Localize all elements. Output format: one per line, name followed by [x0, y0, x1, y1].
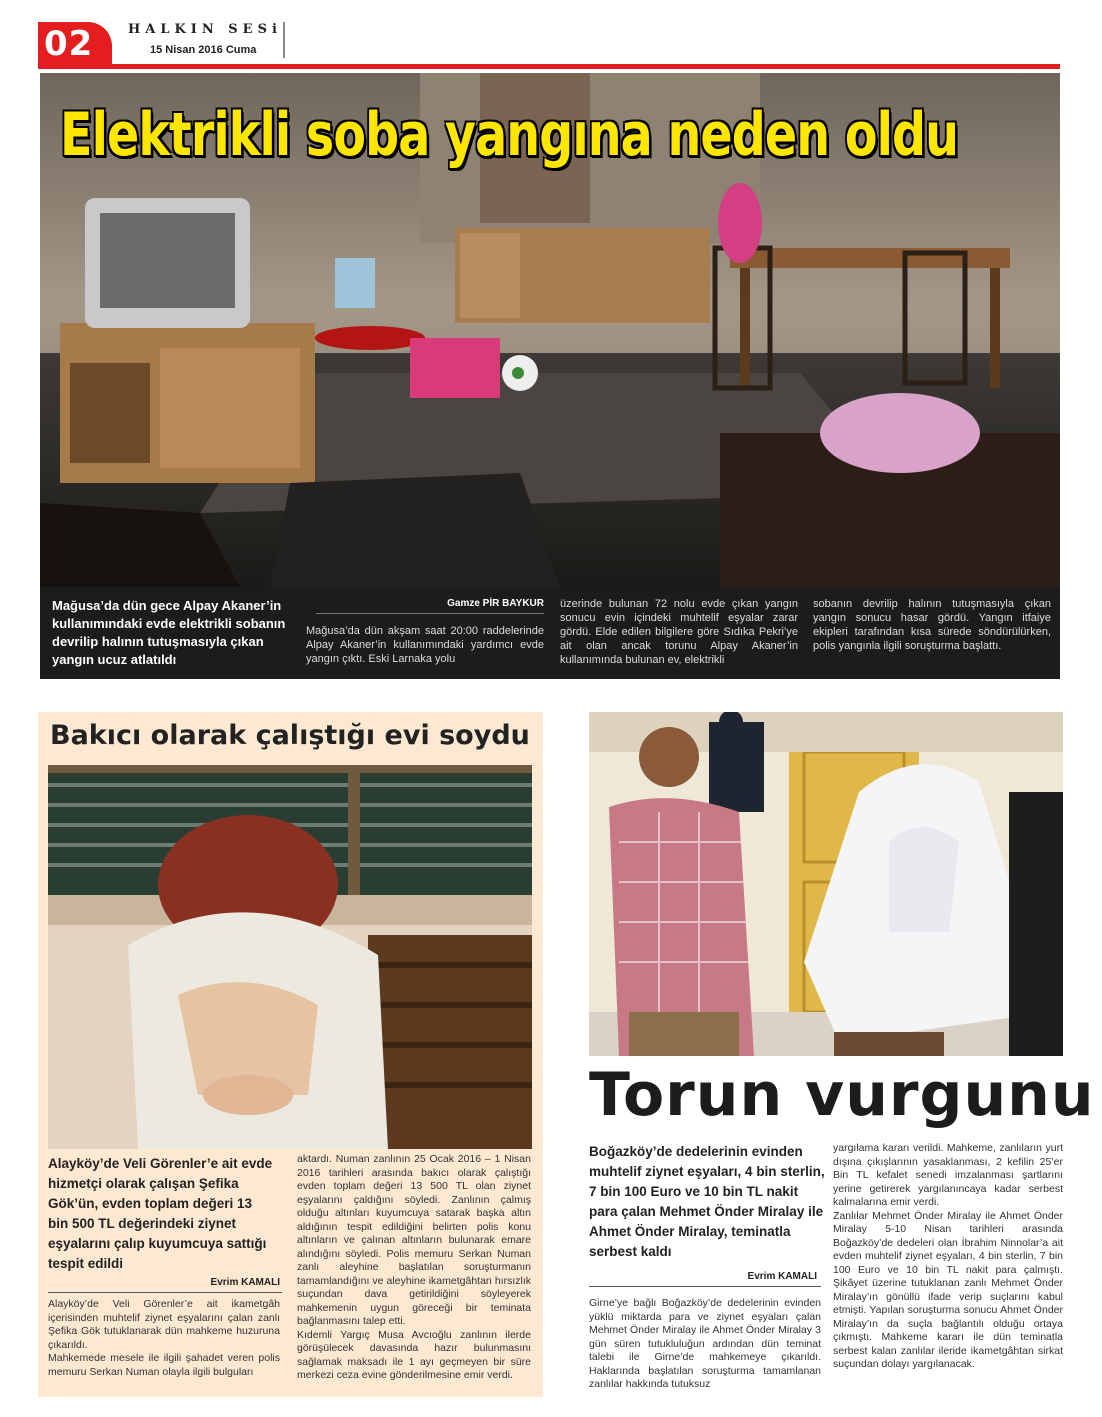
- right-body-col1: Girne’ye bağlı Boğazköy’de dedelerinin evinden yüklü miktarda para ve ziynet eşyaları çalan Mehmet Önder Miralay ile Ahmet Önder Miralay 3 gün süren tutukluluğun ardından dün teminat talebi ile Girne’de mahkemeye çıkarıldı. Haklarında başlatılan soruşturma tamamlanan zanlılar hakkında tutuksuz: [589, 1297, 821, 1390]
- top-spot-text: Mağusa’da dün gece Alpay Akaner’in kullanımındaki evde elektrikli sobanın devrilip halının tutuşmasıyla çıkan yangın ucuz atlatıldı: [52, 598, 286, 667]
- header-separator: [283, 22, 285, 58]
- right-spot-text: Boğazköy’de dedelerinin evinden muhtelif ziynet eşyaları, 4 bin sterlin, 7 bin 100 Euro ve 10 bin TL nakit para çalan Mehmet Önder Miralay ile Ahmet Önder Miralay, teminatla serbest kaldı: [589, 1144, 825, 1259]
- top-byline-rule: [316, 613, 544, 614]
- top-body-col2: üzerinde bulunan 72 nolu evde çıkan yangın sonucu evin içindeki muhtelif eşyalar zarar gördü. Elde edilen bilgilere göre Sıdıka Pekri’ye ait olan ancak torunu Alpay Akaner’in kullanımında bulunan ev, elektrikli: [560, 598, 798, 666]
- left-byline-rule: [48, 1292, 282, 1293]
- left-spot-text: Alayköy’de Veli Görenler’e ait evde hizmetçi olarak çalışan Şefika Gök’ün, evden toplam değeri 13 bin 500 TL değerindeki ziynet eşyalarını çalıp kuyumcuya sattığı tespit edildi: [48, 1156, 273, 1271]
- page-number: 02: [38, 22, 112, 66]
- issue-date: 15 Nisan 2016 Cuma: [150, 44, 257, 56]
- top-body-col1: Mağusa’da dün akşam saat 20:00 raddelerinde Alpay Akaner’in kullanımındaki yardımcı evde yangın çıktı. Eski Larnaka yolu: [306, 625, 544, 665]
- right-byline-rule: [589, 1286, 821, 1287]
- right-byline: Evrim KAMALI: [747, 1271, 817, 1282]
- suspect-woman-photo: [48, 765, 532, 1149]
- header-rule: [38, 64, 1060, 69]
- left-body-col1: Alayköy’de Veli Görenler’e ait ikametgâh içerisinden muhtelif ziynet eşyalarını çalan zanlı Şefika Gök tutuklanarak dün mahkeme huzuruna çıkarıldı. Mahkemede mesele ile ilgili şahadet veren polis memuru Serkan Numan olayla ilgili bulguları: [48, 1298, 280, 1378]
- suspects-photo: [589, 712, 1063, 1056]
- left-body-col2: aktardı. Numan zanlının 25 Ocak 2016 – 1 Nisan 2016 tarihleri arasında bakıcı olarak çalıştığı evden toplam değeri 13 500 TL olan ziynet eşyalarını çaldığını söyledi. Zanlının çalmış olduğu altınları kuyumcuya satarak başka altın aldığının tespit edildiğini belirten polis konu altınların ve çalınan altınların bulunarak emare alındığını söyledi. Polis memuru Serkan Numan zanlı aleyhine başlatılan soruşturmanın tamamlandığını ve aleyhine ikametgâhtan hırsızlık suçundan dava getirildiğini söyleyerek mahkemenin uygun göreceği bir teminata bağlanmasını talep etti. Kıdemli Yargıç Musa Avcıoğlu zanlının ilerde görüşülecek davasında hazır bulunmasını sağlamak maksadı ile 1 ayı geçmeyen bir süre merkezi ceza evine gönderilmesine emir verdi.: [297, 1153, 531, 1381]
- top-byline: Gamze PİR BAYKUR: [447, 598, 544, 609]
- left-byline: Evrim KAMALI: [210, 1277, 280, 1288]
- newspaper-name: HALKIN SESi: [128, 22, 282, 37]
- left-headline: Bakıcı olarak çalıştığı evi soydu: [50, 720, 530, 751]
- top-body-col3: sobanın devrilip halının tutuşmasıyla çıkan yangın sonucu hasar gördü. Yangın itfaiye ekipleri tarafından kısa sürede söndürülürken, polis yangınla ilgili soruşturma başlattı.: [813, 598, 1051, 652]
- right-headline: Torun vurgunu: [589, 1060, 1095, 1130]
- right-body-col2: yargılama kararı verildi. Mahkeme, zanlıların yurt dışına çıkışlarının yasaklanması, 2 kefilin 25’er Bin TL kefalet senedi imzalanması şartlarını yerine getirerek yargılanıncaya kadar serbest kalmalarına emir verdi. Zanlılar Mehmet Önder Miralay ile Ahmet Önder Miralay 5-10 Nisan tarihleri arasında Boğazköy’de dedeleri olan İbrahim Ninnolar’a ait evden muhtelif ziynet eşyaları, 4 bin sterlin, 7 bin 100 Euro ve 10 bin TL nakit para çalmıştı. Şikâyet üzerine tutuklanan zanlı Mehmet Önder Miralay’ın gönüllü ifade verip suçlarını kabul etmişti. Yapılan soruşturma sonucu Ahmet Önder Miralay’ın da suçla bağlantılı olduğu ortaya çıkmıştı. Mahkeme kararı ile dün teminatla serbest kalan zanlılar ileride ikametgâhtan sirkat suçundan dolayı yargılanacak.: [833, 1142, 1063, 1370]
- top-headline: Elektrikli soba yangına neden oldu: [60, 100, 959, 170]
